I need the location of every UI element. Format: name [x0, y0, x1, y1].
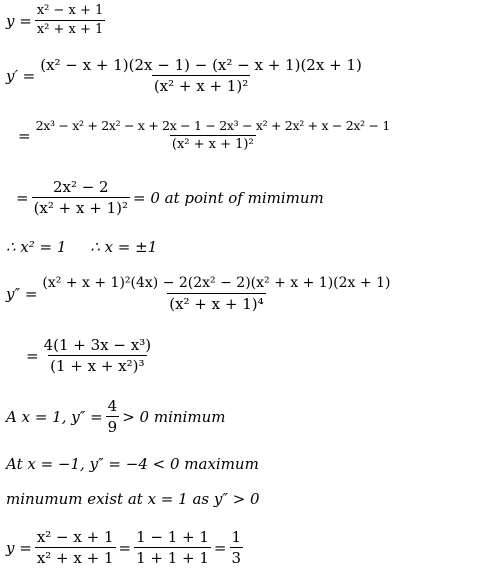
fraction [134, 528, 211, 567]
denominator: (x² + x + 1)² [153, 77, 249, 95]
lhs: y′ = [6, 66, 36, 85]
equation-line-8 [6, 397, 225, 436]
fraction [34, 118, 392, 153]
denominator: (x² + x + 1)² [171, 137, 254, 152]
fraction [32, 178, 130, 217]
numerator: 4(1 + 3x − x³) [43, 336, 152, 354]
statement-text: minumum exist at x = 1 as y″ > 0 [6, 490, 260, 508]
numerator: x² − x + 1 [36, 528, 114, 546]
numerator: 1 − 1 + 1 [136, 528, 209, 546]
lhs: = [26, 346, 39, 365]
numerator: 1 [231, 528, 242, 546]
numerator: (x² − x + 1)(2x − 1) − (x² − x + 1)(2x + 1) [40, 56, 362, 74]
numerator: 2x³ − x² + 2x² − x + 2x − 1 − 2x³ − x² + 2x² + x − 2x² − 1 [35, 118, 390, 133]
fraction [106, 397, 120, 436]
denominator: 1 + 1 + 1 [136, 549, 209, 567]
equals: = [213, 538, 227, 557]
statement-text: At x = −1, y″ = −4 < 0 maximum [6, 455, 259, 473]
equation-line-6 [6, 274, 395, 313]
equation-line-3 [18, 118, 395, 153]
numerator: (x² + x + 1)²(4x) − 2(2x² − 2)(x² + x + 1)(2x + 1) [42, 275, 391, 291]
equation-line-10 [6, 490, 260, 508]
denominator: x² + x + 1 [36, 22, 104, 37]
equation-line-2 [6, 56, 367, 95]
fraction [35, 528, 116, 567]
equals: = [118, 538, 132, 557]
lhs: A x = 1, y″ = [6, 407, 103, 426]
equation-line-1 [6, 3, 108, 38]
equation-line-5 [6, 238, 157, 256]
lhs: y″ = [6, 284, 38, 303]
numerator: 4 [107, 397, 118, 415]
solution-text: ∴ x² = 1 ∴ x = ±1 [6, 238, 158, 256]
denominator: 9 [107, 418, 118, 436]
lhs: y = [6, 538, 32, 557]
equation-line-4 [16, 178, 324, 217]
denominator: (1 + x + x²)³ [50, 357, 145, 375]
fraction [42, 336, 153, 375]
equation-line-9 [6, 455, 259, 473]
equation-line-7 [26, 336, 156, 375]
fraction [40, 274, 392, 313]
fraction [230, 528, 244, 567]
fraction [35, 3, 105, 38]
fraction [38, 56, 364, 95]
lhs: = [18, 126, 31, 145]
denominator: 3 [231, 549, 242, 567]
denominator: (x² + x + 1)⁴ [169, 295, 264, 313]
rhs: = 0 at point of mimimum [132, 188, 324, 207]
rhs: > 0 minimum [122, 407, 226, 426]
denominator: x² + x + 1 [36, 549, 114, 567]
lhs: y = [6, 11, 32, 30]
lhs: = [16, 188, 29, 207]
equation-line-11 [6, 528, 246, 567]
numerator: x² − x + 1 [36, 3, 104, 18]
denominator: (x² + x + 1)² [33, 199, 128, 217]
numerator: 2x² − 2 [52, 178, 109, 196]
